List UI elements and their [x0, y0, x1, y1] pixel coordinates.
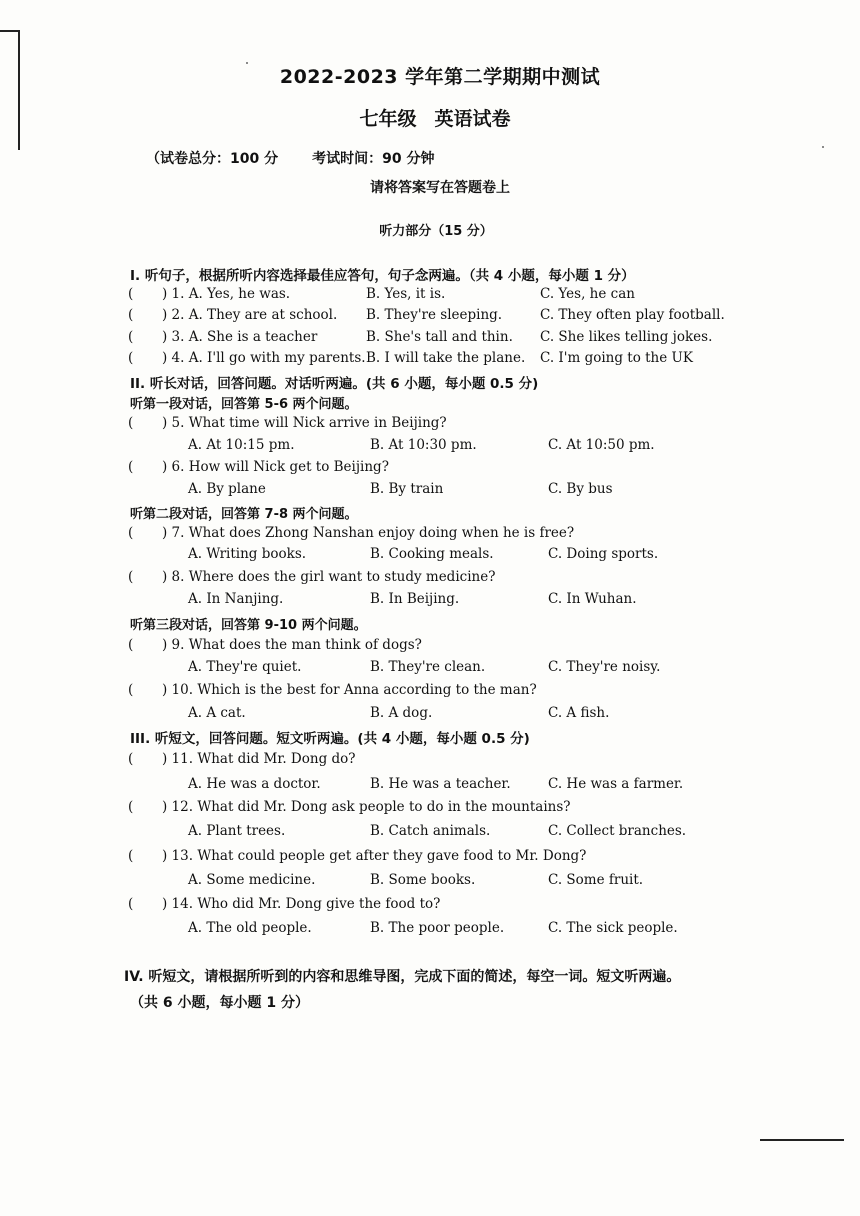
option-a: A. He was a doctor. [188, 776, 321, 792]
answer-blank: ( [128, 459, 134, 475]
option-b: B. Catch animals. [370, 823, 491, 839]
answer-instruction: 请将答案写在答题卷上 [370, 180, 510, 196]
option-b: B. He was a teacher. [370, 776, 511, 792]
question-option-a: ) 2. A. They are at school. [162, 307, 338, 323]
option-b: B. At 10:30 pm. [370, 437, 477, 453]
scan-edge-mark-left [18, 30, 20, 150]
answer-blank: ( [128, 637, 134, 653]
dialog-1-heading: 听第一段对话，回答第 5-6 两个问题。 [130, 397, 358, 412]
option-c: C. A fish. [548, 705, 610, 721]
question-text: ) 7. What does Zhong Nanshan enjoy doing when he is free? [162, 525, 575, 541]
option-b: B. The poor people. [370, 920, 505, 936]
option-a: A. They're quiet. [188, 659, 302, 675]
question-text: ) 11. What did Mr. Dong do? [162, 751, 356, 767]
answer-blank: ( [128, 569, 134, 585]
question-option-c: C. Yes, he can [540, 286, 635, 302]
question-option-a: ) 1. A. Yes, he was. [162, 286, 291, 302]
answer-blank: ( [128, 525, 134, 541]
answer-blank: ( [128, 350, 134, 366]
question-text: ) 5. What time will Nick arrive in Beijing? [162, 415, 447, 431]
option-a: A. A cat. [188, 705, 246, 721]
option-b: B. In Beijing. [370, 591, 460, 607]
option-a: A. By plane [188, 481, 266, 497]
question-text: ) 13. What could people get after they gave food to Mr. Dong? [162, 848, 587, 864]
question-text: ) 6. How will Nick get to Beijing? [162, 459, 389, 475]
question-text: ) 9. What does the man think of dogs? [162, 637, 422, 653]
question-option-b: B. She's tall and thin. [366, 329, 513, 345]
section-1-heading: I. 听句子，根据所听内容选择最佳应答句，句子念两遍。（共 4 小题，每小题 1 分） [130, 268, 635, 284]
question-text: ) 12. What did Mr. Dong ask people to do in the mountains? [162, 799, 571, 815]
section-2-heading: II. 听长对话，回答问题。对话听两遍。(共 6 小题，每小题 0.5 分) [130, 376, 539, 392]
option-a: A. Plant trees. [188, 823, 286, 839]
question-text: ) 10. Which is the best for Anna according to the man? [162, 682, 537, 698]
option-b: B. Some books. [370, 872, 476, 888]
question-option-b: B. I will take the plane. [366, 350, 526, 366]
option-c: C. The sick people. [548, 920, 678, 936]
answer-blank: ( [128, 415, 134, 431]
question-option-a: ) 3. A. She is a teacher [162, 329, 318, 345]
option-c: C. In Wuhan. [548, 591, 637, 607]
answer-blank: ( [128, 896, 134, 912]
option-a: A. The old people. [188, 920, 312, 936]
answer-blank: ( [128, 799, 134, 815]
scan-edge-mark-bottom-right [760, 1139, 844, 1141]
exam-title: 2022-2023 学年第二学期期中测试 [279, 66, 601, 88]
option-c: C. He was a farmer. [548, 776, 684, 792]
exam-time: 考试时间：90 分钟 [312, 151, 435, 167]
section-4-scoring: （共 6 小题，每小题 1 分） [130, 995, 309, 1011]
answer-blank: ( [128, 286, 134, 302]
scan-edge-mark-top-left [0, 30, 20, 32]
option-a: A. Writing books. [188, 546, 307, 562]
option-a: A. At 10:15 pm. [188, 437, 295, 453]
question-text: ) 14. Who did Mr. Dong give the food to? [162, 896, 441, 912]
option-c: C. Collect branches. [548, 823, 687, 839]
total-score: （试卷总分：100 分 [146, 151, 279, 167]
answer-blank: ( [128, 329, 134, 345]
listening-part-heading: 听力部分（15 分） [379, 224, 493, 239]
option-b: B. Cooking meals. [370, 546, 494, 562]
question-option-c: C. They often play football. [540, 307, 725, 323]
scan-speck [822, 146, 824, 148]
dialog-2-heading: 听第二段对话，回答第 7-8 两个问题。 [130, 507, 358, 522]
option-c: C. They're noisy. [548, 659, 661, 675]
section-4-heading: IV. 听短文，请根据所听到的内容和思维导图，完成下面的简述，每空一词。短文听两遍。 [124, 969, 681, 985]
option-c: C. Some fruit. [548, 872, 644, 888]
answer-blank: ( [128, 682, 134, 698]
option-a: A. Some medicine. [188, 872, 316, 888]
option-b: B. By train [370, 481, 444, 497]
option-b: B. A dog. [370, 705, 433, 721]
answer-blank: ( [128, 751, 134, 767]
grade-label: 七年级 [359, 108, 417, 130]
question-option-b: B. They're sleeping. [366, 307, 503, 323]
question-option-a: ) 4. A. I'll go with my parents. [162, 350, 366, 366]
question-option-b: B. Yes, it is. [366, 286, 446, 302]
option-c: C. By bus [548, 481, 613, 497]
question-option-c: C. I'm going to the UK [540, 350, 693, 366]
exam-subtitle [0, 104, 860, 131]
answer-blank: ( [128, 848, 134, 864]
option-a: A. In Nanjing. [188, 591, 284, 607]
dialog-3-heading: 听第三段对话，回答第 9-10 两个问题。 [130, 618, 367, 633]
question-text: ) 8. Where does the girl want to study medicine? [162, 569, 496, 585]
answer-blank: ( [128, 307, 134, 323]
subject-label: 英语试卷 [434, 108, 511, 130]
exam-meta [146, 148, 434, 168]
option-b: B. They're clean. [370, 659, 486, 675]
question-option-c: C. She likes telling jokes. [540, 329, 713, 345]
option-c: C. At 10:50 pm. [548, 437, 655, 453]
option-c: C. Doing sports. [548, 546, 659, 562]
section-3-heading: III. 听短文，回答问题。短文听两遍。(共 4 小题，每小题 0.5 分) [130, 731, 530, 747]
